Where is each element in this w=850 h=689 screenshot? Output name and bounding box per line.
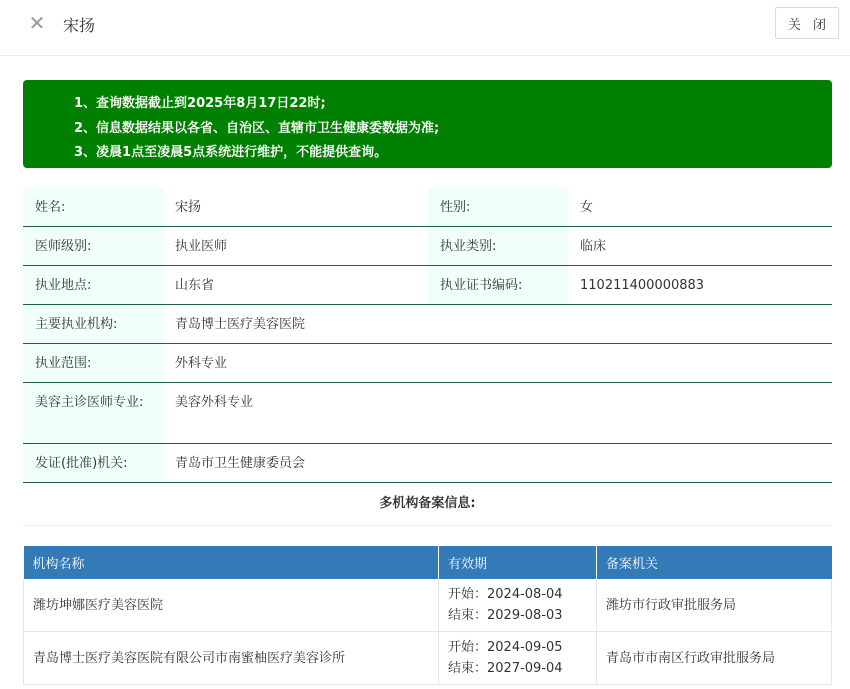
registration-header-row bbox=[24, 546, 832, 579]
row-validity bbox=[439, 632, 597, 685]
name-value: 宋扬 bbox=[175, 200, 202, 215]
notice-line-1: 1、查询数据截止到2025年8月17日22时; bbox=[74, 96, 326, 111]
cert-label: 执业证书编码: bbox=[428, 266, 568, 304]
scope-value: 外科专业 bbox=[175, 356, 228, 371]
name-label: 姓名: bbox=[23, 188, 163, 226]
info-row bbox=[23, 383, 832, 444]
notice-line-3: 3、凌晨1点至凌晨5点系统进行维护，不能提供查询。 bbox=[74, 145, 388, 160]
cosmetic-label: 美容主诊医师专业: bbox=[23, 383, 163, 443]
col-authority: 备案机关 bbox=[597, 546, 832, 579]
row-end: 结束：2029-08-03 bbox=[448, 608, 563, 623]
scope-label: 执业范围: bbox=[23, 344, 163, 382]
info-row bbox=[23, 344, 832, 383]
col-org-name: 机构名称 bbox=[24, 546, 439, 579]
row-validity bbox=[439, 579, 597, 632]
cert-value: 110211400000883 bbox=[580, 278, 705, 293]
row-org: 青岛博士医疗美容医院有限公司市南蜜柚医疗美容诊所 bbox=[24, 632, 439, 685]
close-icon[interactable]: ✕ bbox=[28, 11, 46, 35]
dialog-title: 宋扬 bbox=[63, 16, 96, 35]
doctor-info-table bbox=[23, 188, 832, 483]
issuer-label: 发证(批准)机关: bbox=[23, 444, 163, 482]
row-org: 潍坊坤娜医疗美容医院 bbox=[24, 579, 439, 632]
cosmetic-value: 美容外科专业 bbox=[175, 395, 254, 410]
info-row bbox=[23, 227, 832, 266]
registration-table bbox=[23, 546, 832, 685]
dialog-header bbox=[0, 0, 850, 56]
notice-line-2: 2、信息数据结果以各省、自治区、直辖市卫生健康委数据为准; bbox=[74, 120, 440, 136]
table-row bbox=[24, 632, 832, 685]
category-value: 临床 bbox=[580, 239, 607, 254]
level-label: 医师级别: bbox=[23, 227, 163, 265]
col-validity: 有效期 bbox=[439, 546, 597, 579]
row-end: 结束：2027-09-04 bbox=[448, 661, 563, 676]
gender-value: 女 bbox=[580, 200, 594, 215]
info-row bbox=[23, 444, 832, 483]
location-value: 山东省 bbox=[175, 278, 215, 293]
notice-banner bbox=[23, 80, 832, 168]
row-authority: 青岛市市南区行政审批服务局 bbox=[597, 632, 832, 685]
location-label: 执业地点: bbox=[23, 266, 163, 304]
row-authority: 潍坊市行政审批服务局 bbox=[597, 579, 832, 632]
gender-label: 性别: bbox=[428, 188, 568, 226]
multi-org-title: 多机构备案信息: bbox=[23, 483, 832, 526]
level-value: 执业医师 bbox=[175, 239, 228, 254]
org-value: 青岛博士医疗美容医院 bbox=[175, 317, 306, 332]
info-row bbox=[23, 266, 832, 305]
close-button[interactable]: 关 闭 bbox=[775, 7, 839, 39]
row-start: 开始：2024-08-04 bbox=[448, 587, 563, 602]
category-label: 执业类别: bbox=[428, 227, 568, 265]
info-row bbox=[23, 188, 832, 227]
table-row bbox=[24, 579, 832, 632]
info-row bbox=[23, 305, 832, 344]
row-start: 开始：2024-09-05 bbox=[448, 640, 563, 655]
issuer-value: 青岛市卫生健康委员会 bbox=[175, 456, 306, 471]
org-label: 主要执业机构: bbox=[23, 305, 163, 343]
